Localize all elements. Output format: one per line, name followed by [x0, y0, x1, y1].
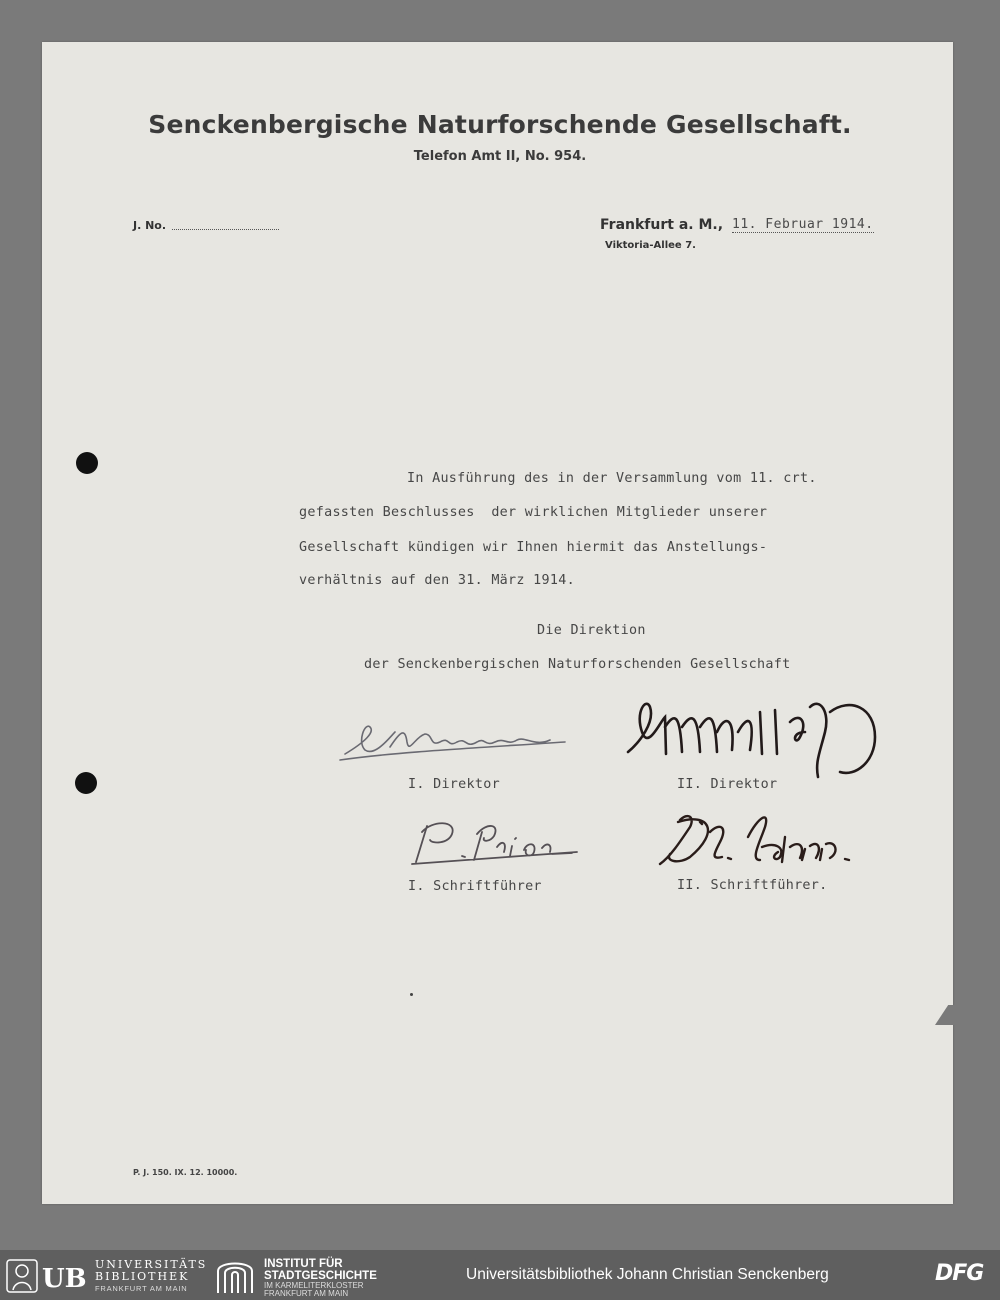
signature-director-1: [335, 712, 575, 772]
place-label: Frankfurt a. M.,: [600, 217, 724, 233]
letterhead-phone: Telefon Amt II, No. 954.: [413, 149, 587, 164]
director-1-title: I. Direktor: [408, 777, 500, 792]
body-line-3: Gesellschaft kündigen wir Ihnen hiermit das Anstellungs-: [299, 540, 768, 555]
isg-subtitle: IM KARMELITERKLOSTER FRANKFURT AM MAIN: [264, 1281, 364, 1298]
secretary-2-title: II. Schriftführer.: [677, 878, 828, 893]
isg-title: INSTITUT FÜR STADTGESCHICHTE: [264, 1258, 377, 1282]
secretary-1-title: I. Schriftführer: [408, 879, 542, 894]
print-mark: P. J. 150. IX. 12. 10000.: [133, 1168, 238, 1177]
closing-line-2: der Senckenbergischen Naturforschenden Gesellschaft: [364, 657, 791, 672]
dfg-logo: DFG: [935, 1261, 984, 1286]
punch-hole-top: [76, 452, 98, 474]
closing-line-1: Die Direktion: [537, 623, 646, 638]
director-2-title: II. Direktor: [677, 777, 778, 792]
library-credit: Universitätsbibliothek Johann Christian Senckenberg: [466, 1266, 829, 1283]
footer-bar: [0, 1250, 1000, 1300]
reference-number-line: [172, 229, 279, 230]
signature-secretary-1: [402, 812, 582, 872]
letterhead-title: Senckenbergische Naturforschende Gesellschaft.: [148, 110, 852, 139]
street-address: Viktoria-Allee 7.: [605, 240, 696, 251]
body-line-1: In Ausführung des in der Versammlung vom 11. crt.: [407, 471, 817, 486]
ub-logo-icon: [6, 1258, 92, 1294]
svg-text:UB: UB: [42, 1264, 87, 1294]
reference-number-label: J. No.: [133, 219, 167, 232]
ub-name: UNIVERSITÄTS BIBLIOTHEK: [95, 1258, 208, 1283]
body-line-2: gefassten Beschlusses der wirklichen Mitglieder unserer: [299, 505, 768, 520]
isg-logo-icon: [214, 1257, 256, 1295]
punch-hole-bottom: [75, 772, 97, 794]
ink-dot: [410, 993, 413, 996]
letter-date: 11. Februar 1914.: [732, 217, 874, 232]
ub-city: FRANKFURT AM MAIN: [95, 1284, 188, 1293]
body-line-4: verhältnis auf den 31. März 1914.: [299, 573, 575, 588]
signature-secretary-2: [650, 802, 880, 877]
